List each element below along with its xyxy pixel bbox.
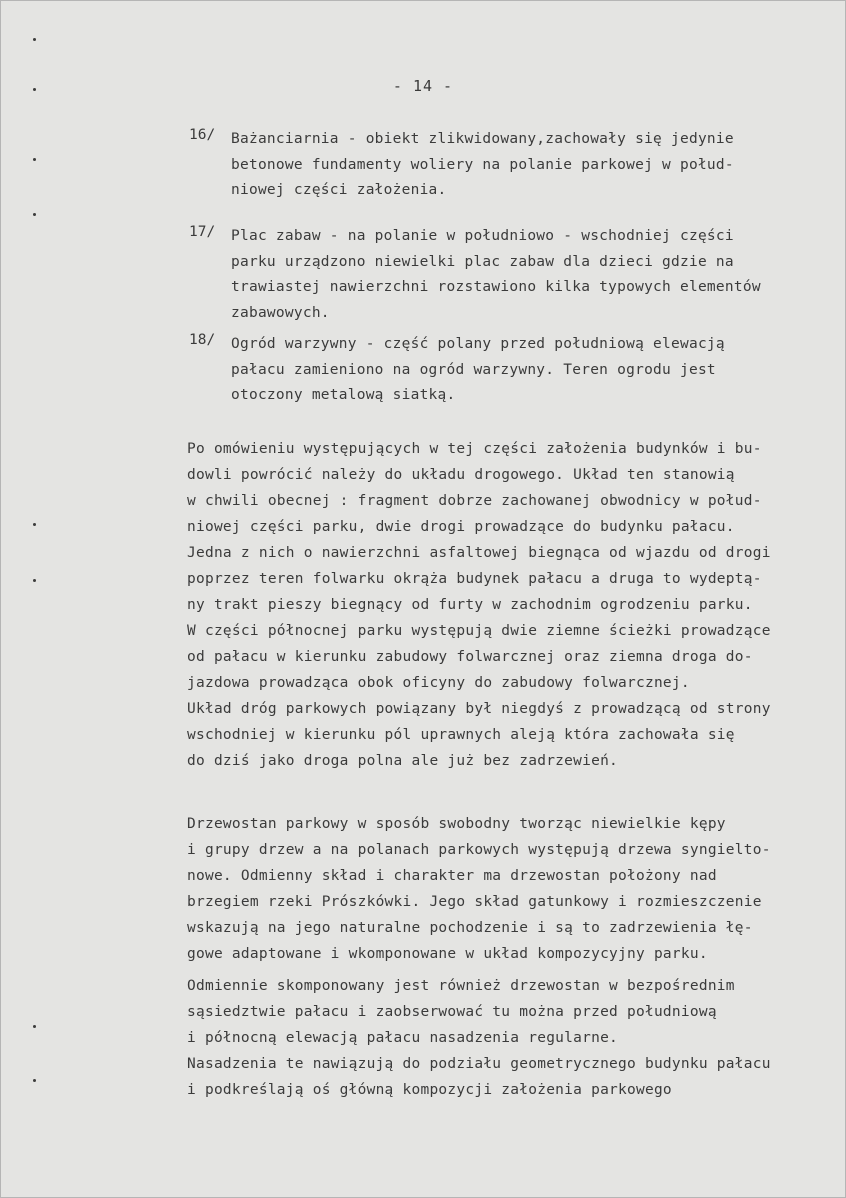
text-line: do dziś jako droga polna ale już bez zadrzewień. xyxy=(187,753,619,769)
text-line: Bażanciarnia - obiekt zlikwidowany,zachowały się jedynie xyxy=(231,131,734,147)
text-line: Odmiennie skomponowany jest również drzewostan w bezpośrednim xyxy=(187,978,735,994)
text-line: i północną elewacją pałacu nasadzenia regularne. xyxy=(187,1030,619,1046)
margin-dot xyxy=(33,158,36,161)
text-line: ny trakt pieszy biegnący od furty w zachodnim ogrodzeniu parku. xyxy=(187,597,753,613)
text-line: Układ dróg parkowych powiązany był niegdyś z prowadzącą od strony xyxy=(187,701,771,717)
text-line: gowe adaptowane i wkomponowane w układ kompozycyjny parku. xyxy=(187,946,708,962)
text-line: niowej części parku, dwie drogi prowadzące do budynku pałacu. xyxy=(187,519,735,535)
text-line: wschodniej w kierunku pól uprawnych aleją która zachowała się xyxy=(187,727,735,743)
margin-dot xyxy=(33,579,36,582)
entry-number: 18/ xyxy=(189,332,216,348)
text-line: Drzewostan parkowy w sposób swobodny tworząc niewielkie kępy xyxy=(187,816,726,832)
text-line: poprzez teren folwarku okrąża budynek pałacu a druga to wydeptą- xyxy=(187,571,762,587)
margin-dot xyxy=(33,523,36,526)
text-line: od pałacu w kierunku zabudowy folwarcznej oraz ziemna droga do- xyxy=(187,649,753,665)
margin-dot xyxy=(33,38,36,41)
list-entry xyxy=(191,332,821,409)
text-line: brzegiem rzeki Prószkówki. Jego skład gatunkowy i rozmieszczenie xyxy=(187,894,762,910)
page-number: - 14 - xyxy=(392,77,454,95)
paragraph xyxy=(187,973,837,1103)
text-line: zabawowych. xyxy=(231,304,330,321)
text-line: W części północnej parku występują dwie ziemne ścieżki prowadzące xyxy=(187,623,771,639)
text-line: Ogród warzywny - część polany przed południową elewacją xyxy=(231,336,725,352)
margin-dot xyxy=(33,1025,36,1028)
entry-number: 17/ xyxy=(189,224,216,240)
text-line: dowli powrócić należy do układu drogowego. Układ ten stanowią xyxy=(187,467,735,483)
text-line: Jedna z nich o nawierzchni asfaltowej biegnąca od wjazdu od drogi xyxy=(187,545,771,561)
paragraph xyxy=(187,436,837,774)
text-line: sąsiedztwie pałacu i zaobserwować tu można przed południową xyxy=(187,1004,717,1020)
text-line: niowej części założenia. xyxy=(231,182,447,198)
text-line: parku urządzono niewielki plac zabaw dla dzieci gdzie na xyxy=(231,253,734,270)
text-line: pałacu zamieniono na ogród warzywny. Teren ogrodu jest xyxy=(231,361,716,378)
text-line: i podkreślają oś główną kompozycji założenia parkowego xyxy=(187,1082,672,1098)
margin-dot xyxy=(33,1079,36,1082)
entry-number: 16/ xyxy=(189,127,216,143)
text-line: wskazują na jego naturalne pochodzenie i są to zadrzewienia łę- xyxy=(187,920,753,936)
text-line: w chwili obecnej : fragment dobrze zachowanej obwodnicy w połud- xyxy=(187,493,762,509)
text-line: Po omówieniu występujących w tej części założenia budynków i bu- xyxy=(187,441,762,457)
text-line: Nasadzenia te nawiązują do podziału geometrycznego budynku pałacu xyxy=(187,1056,771,1072)
text-line: otoczony metalową siatką. xyxy=(231,387,456,403)
list-entry xyxy=(191,224,821,326)
paragraph xyxy=(187,811,837,967)
list-entry xyxy=(191,127,821,204)
text-line: Plac zabaw - na polanie w południowo - wschodniej części xyxy=(231,228,734,244)
text-line: nowe. Odmienny skład i charakter ma drzewostan położony nad xyxy=(187,868,717,884)
margin-dot xyxy=(33,213,36,216)
text-line: i grupy drzew a na polanach parkowych występują drzewa syngielto- xyxy=(187,842,771,858)
text-line: jazdowa prowadząca obok oficyny do zabudowy folwarcznej. xyxy=(187,675,690,691)
text-line: trawiastej nawierzchni rozstawiono kilka typowych elementów xyxy=(231,279,761,295)
text-line: betonowe fundamenty woliery na polanie parkowej w połud- xyxy=(231,156,734,173)
